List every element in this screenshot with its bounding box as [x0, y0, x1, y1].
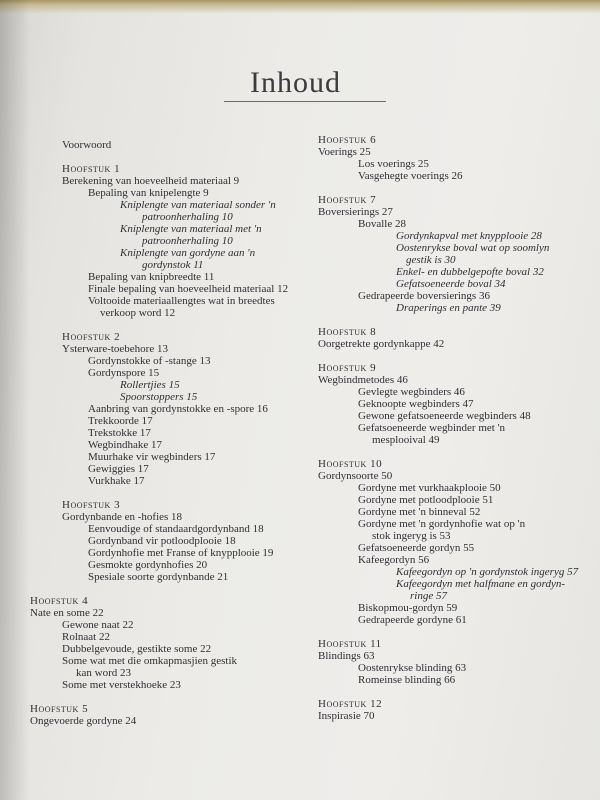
toc-entry: gestik is 30	[406, 254, 456, 266]
page-gutter-shadow	[0, 0, 30, 800]
toc-entry: Kniplengte van materiaal met 'n	[120, 223, 262, 235]
toc-entry: Gordyne met vurkhaakplooie 50	[358, 482, 501, 494]
toc-entry: Spoorstoppers 15	[120, 391, 198, 403]
toc-entry: gordynstok 11	[142, 259, 204, 271]
toc-entry: Gordynhofie met Franse of knypplooie 19	[88, 547, 274, 559]
chapter-heading: Hoofstuk 2	[62, 331, 121, 343]
toc-entry: Bovalle 28	[358, 218, 406, 230]
toc-left-column	[30, 139, 308, 727]
toc-entry: Geknoopte wegbinders 47	[358, 398, 474, 410]
chapter-heading: Hoofstuk 9	[318, 362, 377, 374]
toc-entry: Wegbindhake 17	[88, 439, 162, 451]
title-underline	[224, 101, 386, 102]
toc-entry: Spesiale soorte gordynbande 21	[88, 571, 229, 583]
toc-entry: Kafeegordyn op 'n gordynstok ingeryg 57	[396, 566, 579, 578]
toc-entry: Nate en some 22	[30, 607, 104, 619]
chapter-heading: Hoofstuk 3	[62, 499, 121, 511]
chapter-heading: Hoofstuk 12	[318, 698, 383, 710]
toc-entry: Gewone gefatsoeneerde wegbinders 48	[358, 410, 531, 422]
toc-entry: Oorgetrekte gordynkappe 42	[318, 338, 445, 350]
chapter-heading: Hoofstuk 8	[318, 326, 377, 338]
toc-entry: Voltooide materiaallengtes wat in breedtes	[88, 295, 275, 307]
toc-entry: Rollertjies 15	[120, 379, 180, 391]
toc-entry: Kniplengte van materiaal sonder 'n	[120, 199, 276, 211]
chapter-heading: Hoofstuk 7	[318, 194, 377, 206]
toc-entry: Trekkoorde 17	[88, 415, 153, 427]
toc-entry: Ysterware-toebehore 13	[62, 343, 168, 355]
toc-entry: Gordyne met 'n gordynhofie wat op 'n	[358, 518, 526, 530]
toc-entry: Oostenrykse blinding 63	[358, 662, 467, 674]
toc-entry: Biskopmou-gordyn 59	[358, 602, 458, 614]
chapter-heading: Hoofstuk 5	[30, 703, 89, 715]
toc-entry: Bepaling van knipbreedte 11	[88, 271, 215, 283]
toc-entry: Gefatsoeneerde boval 34	[396, 278, 506, 290]
toc-entry: Kafeegordyn 56	[358, 554, 430, 566]
toc-entry: Inspirasie 70	[318, 710, 375, 722]
toc-entry: Gordynspore 15	[88, 367, 160, 379]
toc-entry: Boversierings 27	[318, 206, 393, 218]
toc-entry: Gordynsoorte 50	[318, 470, 393, 482]
page-title: Inhoud	[250, 66, 341, 99]
toc-entry: Vurkhake 17	[88, 475, 145, 487]
toc-entry: Gordynband vir potloodplooie 18	[88, 535, 236, 547]
page-top-edge	[0, 0, 600, 14]
toc-entry: Gefatsoeneerde wegbinder met 'n	[358, 422, 506, 434]
toc-entry-voorwoord: Voorwoord	[62, 139, 112, 151]
chapter-heading: Hoofstuk 10	[318, 458, 383, 470]
toc-entry: Gevlegte wegbinders 46	[358, 386, 465, 398]
toc-entry: Ongevoerde gordyne 24	[30, 715, 137, 727]
toc-entry: Kafeegordyn met halfmane en gordyn-	[396, 578, 566, 590]
toc-entry: Bepaling van knipelengte 9	[88, 187, 209, 199]
toc-entry: verkoop word 12	[100, 307, 176, 319]
toc-entry: Vasgehegte voerings 26	[358, 170, 463, 182]
toc-right-column	[318, 134, 588, 722]
toc-entry: Gedrapeerde boversierings 36	[358, 290, 490, 302]
toc-entry: ringe 57	[410, 590, 447, 602]
toc-entry: stok ingeryg is 53	[372, 530, 451, 542]
toc-entry: Gordynstokke of -stange 13	[88, 355, 211, 367]
toc-entry: Finale bepaling van hoeveelheid materiaal 12	[88, 283, 289, 295]
toc-entry: Romeinse blinding 66	[358, 674, 456, 686]
toc-entry: Trekstokke 17	[88, 427, 151, 439]
chapter-heading: Hoofstuk 1	[62, 163, 121, 175]
toc-entry: Gedrapeerde gordyne 61	[358, 614, 467, 626]
chapter-heading: Hoofstuk 6	[318, 134, 377, 146]
toc-entry: Los voerings 25	[358, 158, 429, 170]
toc-entry: mesplooival 49	[372, 434, 440, 446]
toc-entry: Rolnaat 22	[62, 631, 110, 643]
toc-entry: Gesmokte gordynhofies 20	[88, 559, 208, 571]
toc-entry: Blindings 63	[318, 650, 375, 662]
toc-entry: Some met verstekhoeke 23	[62, 679, 181, 691]
toc-entry: Gewone naat 22	[62, 619, 134, 631]
toc-entry: Gordynbande en -hofies 18	[62, 511, 183, 523]
toc-entry: Eenvoudige of standaardgordynband 18	[88, 523, 264, 535]
toc-entry: Draperings en pante 39	[396, 302, 501, 314]
toc-entry: Voerings 25	[318, 146, 371, 158]
toc-entry: Dubbelgevoude, gestikte some 22	[62, 643, 212, 655]
toc-entry: Gordynkapval met knypplooie 28	[396, 230, 542, 242]
toc-entry: patroonherhaling 10	[142, 211, 233, 223]
toc-entry: Gefatsoeneerde gordyn 55	[358, 542, 475, 554]
toc-entry: Oostenrykse boval wat op soomlyn	[396, 242, 550, 254]
toc-entry: kan word 23	[76, 667, 131, 679]
toc-entry: Berekening van hoeveelheid materiaal 9	[62, 175, 240, 187]
toc-entry: Gordyne met 'n binneval 52	[358, 506, 481, 518]
toc-entry: Aanbring van gordynstokke en -spore 16	[88, 403, 268, 415]
toc-entry: patroonherhaling 10	[142, 235, 233, 247]
toc-entry: Gordyne met potloodplooie 51	[358, 494, 494, 506]
toc-entry: Enkel- en dubbelgepofte boval 32	[396, 266, 544, 278]
toc-entry: Muurhake vir wegbinders 17	[88, 451, 216, 463]
toc-entry: Some wat met die omkapmasjien gestik	[62, 655, 238, 667]
chapter-heading: Hoofstuk 4	[30, 595, 89, 607]
chapter-heading: Hoofstuk 11	[318, 638, 382, 650]
toc-entry: Wegbindmetodes 46	[318, 374, 408, 386]
toc-entry: Gewiggies 17	[88, 463, 149, 475]
toc-entry: Kniplengte van gordyne aan 'n	[120, 247, 256, 259]
